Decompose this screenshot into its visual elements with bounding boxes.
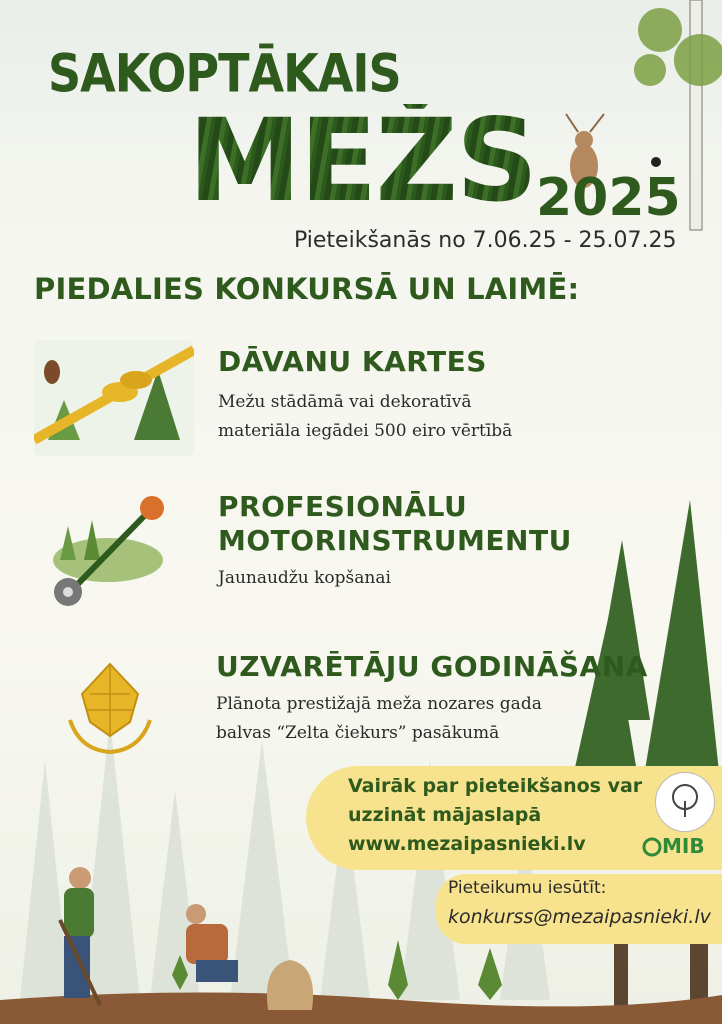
prize-1-title: DĀVANU KARTES (218, 345, 487, 378)
prize-2-title-line-2: MOTORINSTRUMENTU (218, 524, 572, 557)
headline: PIEDALIES KONKURSĀ UN LAIMĒ: (34, 272, 580, 306)
website-link[interactable]: www.mezaipasnieki.lv (348, 833, 586, 855)
submit-label: Pieteikumu iesūtīt: (448, 878, 607, 898)
mib-logo-text: MIB (662, 834, 705, 858)
prize-2-description: Jaunaudžu kopšanai (218, 568, 391, 588)
info-text (348, 772, 648, 859)
prize-1-description (218, 388, 598, 446)
title-year: 2025 (536, 168, 681, 228)
submit-email-link[interactable]: konkurss@mezaipasnieki.lv (448, 906, 711, 928)
title-line-1: SAKOPTĀKAIS (48, 42, 401, 105)
info-line-2: uzzināt mājaslapā (348, 804, 542, 826)
golden-cone-icon (60, 660, 160, 756)
prize-2-title (218, 490, 638, 558)
prize-3-description (216, 690, 616, 748)
gift-card-icon (34, 340, 194, 456)
prize-3-desc-line-1: Plānota prestižajā meža nozares gada (216, 694, 542, 714)
prize-1-desc-line-1: Mežu stādāmā vai dekoratīvā (218, 392, 472, 412)
application-dates: Pieteikšanās no 7.06.25 - 25.07.25 (294, 228, 677, 253)
prize-1-desc-line-2: materiāla iegādei 500 eiro vērtībā (218, 421, 513, 441)
prize-2-title-line-1: PROFESIONĀLU (218, 490, 468, 523)
prize-3-title: UZVARĒTĀJU GODINĀŠANA (216, 650, 648, 683)
tree-logo-icon (655, 772, 715, 832)
title-line-2: MEŽS (188, 94, 537, 227)
info-line-1: Vairāk par pieteikšanos var (348, 775, 643, 797)
mib-logo (642, 832, 718, 862)
prize-3-desc-line-2: balvas “Zelta čiekurs” pasākumā (216, 723, 500, 743)
brush-cutter-icon (48, 490, 178, 610)
